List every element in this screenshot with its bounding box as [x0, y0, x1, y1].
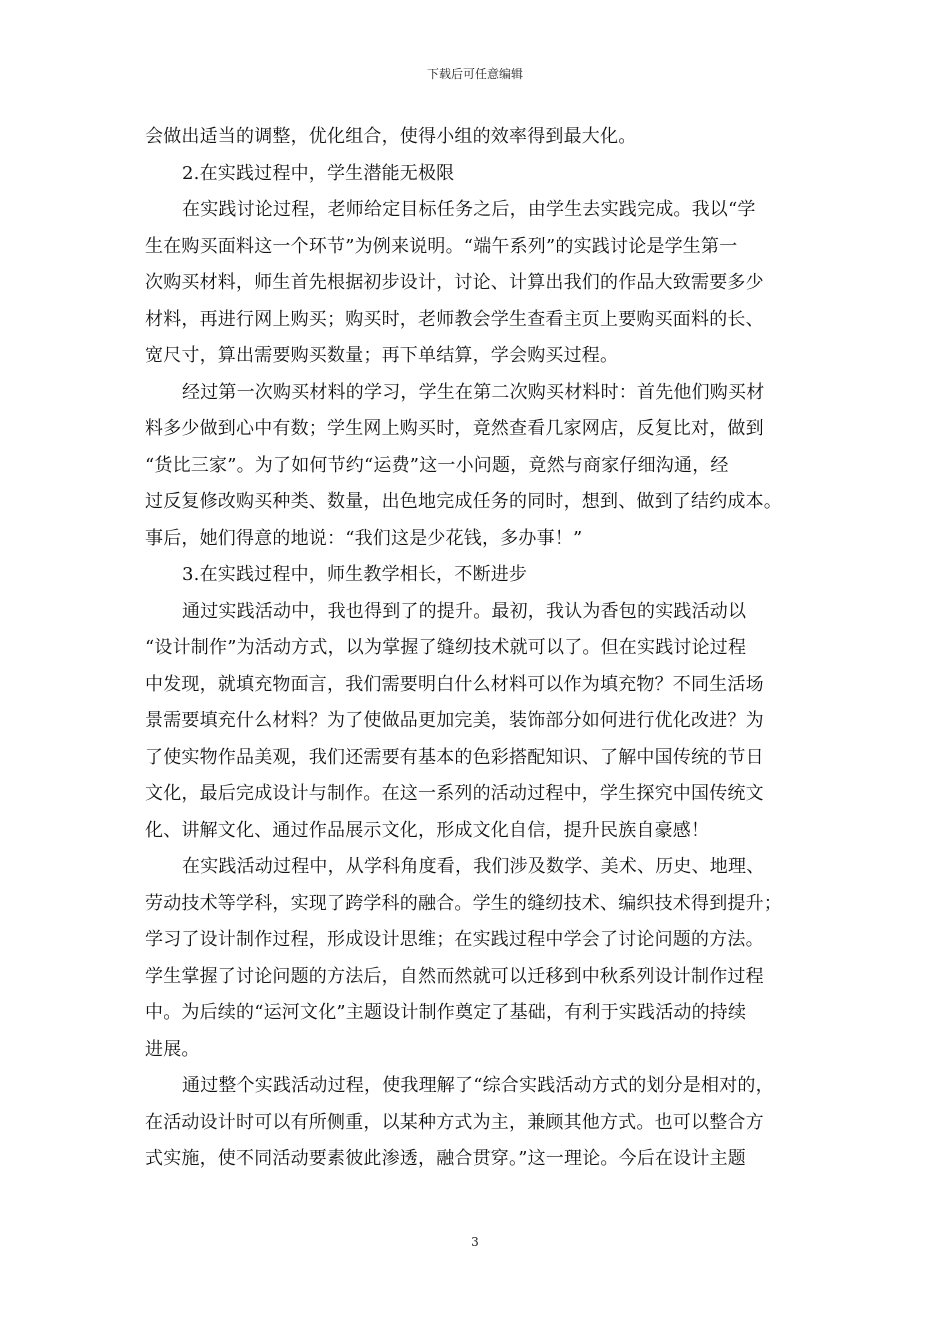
- body-line: 中。为后续的“运河文化”主题设计制作奠定了基础，有利于实践活动的持续: [145, 1002, 747, 1023]
- body-line: “设计制作”为活动方式，以为掌握了缝纫技术就可以了。但在实践讨论过程: [145, 637, 747, 658]
- paragraph-first-line: 通过整个实践活动过程，使我理解了“综合实践活动方式的划分是相对的，: [182, 1075, 774, 1096]
- body-line: 景需要填充什么材料？为了使做品更加完美，装饰部分如何进行优化改进？为: [145, 710, 764, 731]
- body-line: 材料，再进行网上购买；购买时，老师教会学生查看主页上要购买面料的长、: [145, 308, 764, 330]
- document-body: [145, 119, 825, 1178]
- body-line: 中发现，就填充物面言，我们需要明白什么材料可以作为填充物？不同生活场: [145, 673, 764, 695]
- paragraph-first-line: 在实践讨论过程，老师给定目标任务之后，由学生去实践完成。我以“学: [182, 199, 756, 220]
- section-heading: 2.在实践过程中，学生潜能无极限: [182, 162, 455, 184]
- paragraph-first-line: 在实践活动过程中，从学科角度看，我们涉及数学、美术、历史、地理、: [182, 856, 765, 877]
- body-line: 料多少做到心中有数；学生网上购买时，竟然查看几家网店，反复比对，做到: [145, 418, 764, 439]
- body-line: 学生掌握了讨论问题的方法后，自然而然就可以迁移到中秋系列设计制作过程: [145, 965, 764, 987]
- body-line: 化、讲解文化、通过作品展示文化，形成文化自信，提升民族自豪感！: [145, 819, 710, 841]
- body-line: “货比三家”。为了如何节约“运费”这一小问题，竟然与商家仔细沟通，经: [145, 454, 729, 476]
- body-line: 式实施，使不同活动要素彼此渗透，融合贯穿。”这一理论。今后在设计主题: [145, 1148, 746, 1169]
- page-header: 下载后可任意编辑: [426, 67, 523, 81]
- body-line: 劳动技术等学科，实现了跨学科的融合。学生的缝纫技术、编织技术得到提升；: [145, 892, 782, 914]
- section-heading: 3.在实践过程中，师生教学相长，不断进步: [182, 564, 528, 585]
- body-line: 在活动设计时可以有所侧重，以某种方式为主，兼顾其他方式。也可以整合方: [145, 1111, 764, 1133]
- page-number: 3: [471, 1235, 479, 1249]
- body-line: 宽尺寸，算出需要购买数量；再下单结算，学会购买过程。: [145, 345, 619, 366]
- body-line: 了使实物作品美观，我们还需要有基本的色彩搭配知识、了解中国传统的节日: [145, 746, 764, 768]
- body-line: 进展。: [145, 1038, 200, 1060]
- body-line: 会做出适当的调整，优化组合，使得小组的效率得到最大化。: [145, 126, 637, 147]
- body-line: 学习了设计制作过程，形成设计思维；在实践过程中学会了讨论问题的方法。: [145, 929, 764, 950]
- body-line: 次购买材料，师生首先根据初步设计，讨论、计算出我们的作品大致需要多少: [145, 272, 764, 293]
- body-line: 过反复修改购买种类、数量，出色地完成任务的同时，想到、做到了结约成本。: [145, 491, 782, 512]
- paragraph-first-line: 通过实践活动中，我也得到了的提升。最初，我认为香包的实践活动以: [182, 600, 747, 622]
- paragraph-first-line: 经过第一次购买材料的学习，学生在第二次购买材料时：首先他们购买材: [182, 381, 765, 403]
- body-line: 生在购买面料这一个环节”为例来说明。“端午系列”的实践讨论是学生第一: [145, 235, 738, 257]
- body-line: 事后，她们得意的地说：“我们这是少花钱，多办事！”: [145, 527, 583, 549]
- body-line: 文化，最后完成设计与制作。在这一系列的活动过程中，学生探究中国传统文: [145, 783, 764, 804]
